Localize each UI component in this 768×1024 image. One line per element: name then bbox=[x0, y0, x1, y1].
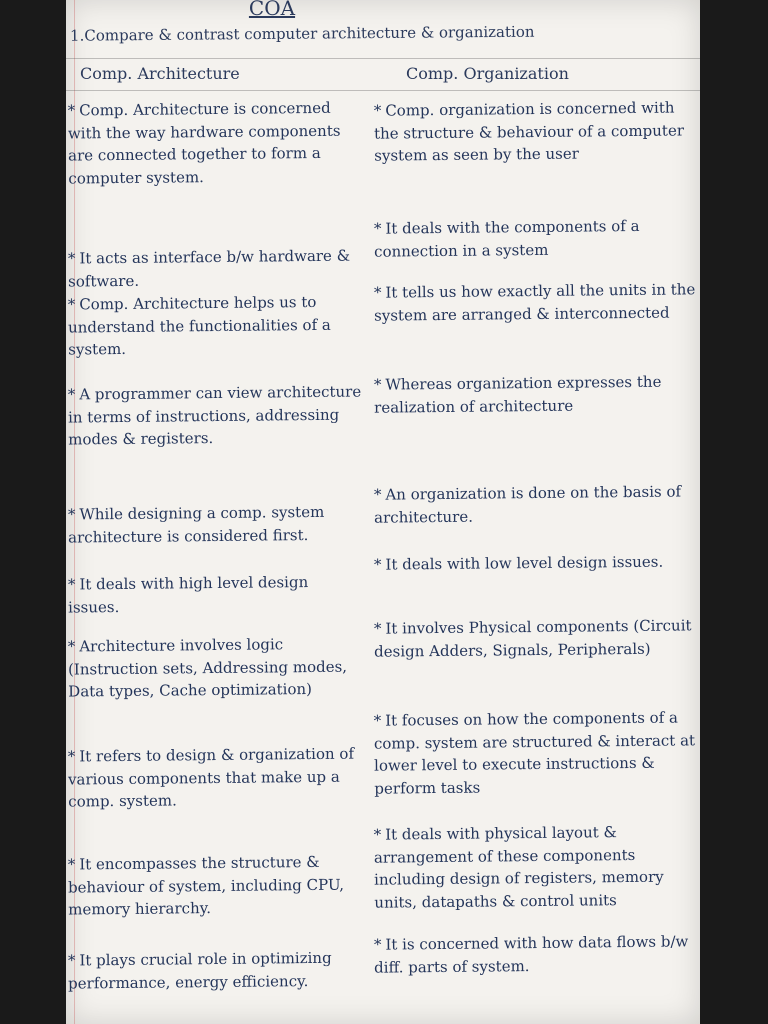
organization-point: * It tells us how exactly all the units in the system are arranged & interconnected bbox=[373, 280, 696, 325]
architecture-point: * Comp. Architecture helps us to understand the functionalities of a system. bbox=[67, 292, 331, 359]
architecture-point: * It refers to design & organization of various components that make up a comp. system. bbox=[67, 744, 355, 811]
organization-point: * It deals with low level design issues. bbox=[373, 552, 664, 574]
architecture-heading: Comp. Architecture bbox=[80, 64, 240, 83]
architecture-point: * It deals with high level design issues. bbox=[67, 573, 309, 617]
organization-point: * It deals with the components of a connection in a system bbox=[373, 216, 640, 261]
organization-heading: Comp. Organization bbox=[406, 64, 569, 83]
architecture-point: * It encompasses the structure & behaviour of system, including CPU, memory hierarchy. bbox=[67, 852, 345, 919]
question-text: 1.Compare & contrast computer architecture & organization bbox=[69, 22, 535, 45]
architecture-point: * It plays crucial role in optimizing performance, energy efficiency. bbox=[67, 948, 332, 993]
ruled-line bbox=[66, 58, 700, 59]
organization-point: * An organization is done on the basis of architecture. bbox=[373, 482, 682, 527]
architecture-point: * It acts as interface b/w hardware & software. bbox=[67, 246, 351, 291]
architecture-point: * Architecture involves logic (Instruction sets, Addressing modes, Data types, Cache optimization) bbox=[67, 635, 348, 701]
organization-point: * Whereas organization expresses the realization of architecture bbox=[373, 372, 662, 417]
organization-point: * It deals with physical layout & arrangement of these components including design of registers, memory units, datapaths & control units bbox=[373, 823, 664, 912]
organization-point: * It focuses on how the components of a comp. system are structured & interact at lower level to execute instructions & perform tasks bbox=[373, 708, 696, 798]
architecture-point: * Comp. Architecture is concerned with the way hardware components are connected together to form a computer system. bbox=[67, 98, 341, 188]
architecture-point: * A programmer can view architecture in terms of instructions, addressing modes & registers. bbox=[67, 382, 362, 449]
page-title: COA bbox=[248, 0, 296, 20]
ruled-line bbox=[66, 90, 700, 91]
organization-point: * It is concerned with how data flows b/w diff. parts of system. bbox=[373, 932, 689, 977]
organization-point: * Comp. organization is concerned with the structure & behaviour of a computer system as seen by the user bbox=[373, 98, 685, 165]
organization-point: * It involves Physical components (Circuit design Adders, Signals, Peripherals) bbox=[373, 616, 692, 661]
architecture-point: * While designing a comp. system architecture is considered first. bbox=[67, 502, 325, 547]
notebook-page bbox=[66, 0, 700, 1024]
